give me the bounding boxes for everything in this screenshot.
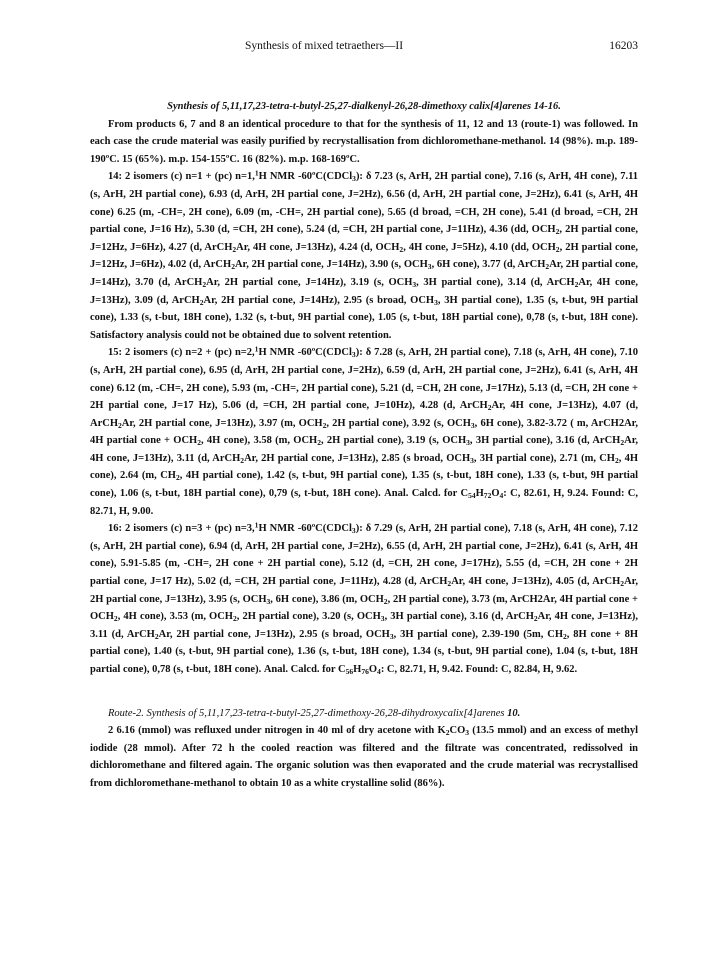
paragraph-compound-14: 14: 2 isomers (c) n=1 + (pc) n=1,$^1$H NMR -60ºC(CDCl$_3$): δ 7.23 (s, ArH, 2H partial cone), 7.16 (s, ArH, 4H cone), 7.11 (s, ArH, 2H partial cone), 6.93 (d, ArH, 2H partial cone, J=2Hz), 6.56 (d, ArH, 2H partial cone, J=2Hz), 6.41 (s, ArH, 4H cone) 6.25 (m, -CH=, 2H cone), 6.09 (m, -CH=, 2H partial cone), 5.65 (d broad, =CH, 2H cone), 5.41 (d broad, =CH, 2H partial cone, J=16 Hz), 5.30 (d, =CH, 2H cone), 5.24 (d, =CH, 2H partial cone, J=11Hz), 4.36 (dd, $OCH_2$, 2H partial cone, J=12Hz, J=6Hz), 4.27 (d, ArCH$_2$Ar, 4H cone, J=13Hz), 4.24 (d, $OCH_2$, 4H cone, J=5Hz), 4.10 (dd, $OCH_2$, 2H partial cone, J=12Hz, J=6Hz), 4.02 (d, ArCH$_2$Ar, 2H partial cone, J=14Hz), 3.90 (s, $OCH_3$, 6H cone), 3.77 (d, ArCH$_2$Ar, 2H partial cone, J=14Hz), 3.70 (d, ArCH$_2$Ar, 2H partial cone, J=14Hz), 3.19 (s, $OCH_3$, 3H partial cone), 3.14 (d, ArCH$_2$Ar, 4H cone, J=13Hz), 3.09 (d, ArCH$_2$Ar, 2H partial cone, J=14Hz), 2.95 (s broad, $OCH_3$, 3H partial cone), 1.35 (s, t-but, 9H partial cone), 1.33 (s, t-but, 18H cone), 1.32 (s, t-but, 9H partial cone), 1.05 (s, t-but, 18H partial cone), 0,78 (s, t-but, 18H cone). Satisfactory analysis could not be obtained due to solvent retention.	[90, 168, 639, 341]
paragraph-route2: 2 6.16 (mmol) was refluxed under nitrogen in 40 ml of dry acetone with $K_2CO_3$ (13.5 mmol) and an excess of methyl iodide (28 mmol). After 72 h the cooled reaction was filtered and the filtrate was concentrated, redissolved in dichloromethane and filtered again. The organic solution was then evaporated and the crude material was recrystallised from dichloromethane-methanol to obtain 10 as a white crystalline solid (86%).	[90, 725, 638, 789]
paragraph-compound-15: 15: 2 isomers (c) n=2 + (pc) n=2,$^1$H NMR -60ºC(CDCl$_3$): δ 7.28 (s, ArH, 2H partial cone), 7.18 (s, ArH, 4H cone), 7.10 (s, ArH, 2H partial cone), 6.95 (d, ArH, 2H partial cone, J=2Hz), 6.59 (d, ArH, 2H partial cone, J=2Hz), 6.41 (s, ArH, 4H cone) 6.12 (m, -CH=, 2H cone), 5.93 (m, -CH=, 2H partial cone), 5.21 (d, =CH, 2H cone, J=17Hz), 5.13 (d, =CH, 2H cone + 2H partial cone, J=17 Hz), 5.06 (d, =CH, 2H partial cone, J=10Hz), 4.28 (d, ArCH$_2$Ar, 4H cone, J=13Hz), 4.07 (d, ArCH$_2$Ar, 2H partial cone, J=13Hz), 3.97 (m, $OCH_2$, 2H partial cone), 3.92 (s, $OCH_3$, 6H cone), 3.82-3.72 ( m, ArCH2Ar, 4H partial cone + $OCH_2$, 4H cone), 3.58 (m, $OCH_2$, 2H partial cone), 3.19 (s, $OCH_3$, 3H partial cone), 3.16 (d, ArCH$_2$Ar, 4H cone, J=13Hz), 3.11 (d, ArCH$_2$Ar, 2H partial cone, J=13Hz), 2.85 (s broad, $OCH_3$, 3H partial cone), 2.71 (m, $CH_2$, 4H cone), 2.64 (m, $CH_2$, 4H partial cone), 1.42 (s, t-but, 9H partial cone), 1.35 (s, t-but, 18H cone), 1.33 (s, t-but, 9H partial cone), 1.06 (s, t-but, 18H partial cone), 0,79 (s, t-but, 18H cone). Anal. Calcd. for $C_{54}H_{72}O_4$: C, 82.61, H, 9.24. Found: C, 82.71, H, 9.00.	[90, 344, 639, 517]
paragraph-compound-16: 16: 2 isomers (c) n=3 + (pc) n=3,$^1$H NMR -60ºC(CDCl$_3$): δ 7.29 (s, ArH, 2H partial cone), 7.18 (s, ArH, 4H cone), 7.12 (s, ArH, 2H partial cone), 6.94 (d, ArH, 2H partial cone, J=2Hz), 6.55 (d, ArH, 2H partial cone, J=2Hz), 6.41 (s, ArH, 4H cone), 5.91-5.85 (m, -CH=, 2H cone + 2H partial cone), 5.12 (d, =CH, 2H cone, J=17Hz), 5.55 (d, =CH, 2H cone + 2H partial cone, J=17 Hz), 5.02 (d, =CH, 2H partial cone, J=11Hz), 4.28 (d, ArCH$_2$Ar, 4H cone, J=13Hz), 4.05 (d, ArCH$_2$Ar, 2H partial cone, J=13Hz), 3.95 (s, $OCH_3$, 6H cone), 3.86 (m, $OCH_2$, 2H partial cone), 3.73 (m, ArCH2Ar, 4H partial cone + $OCH_2$, 4H cone), 3.53 (m, $OCH_2$, 2H partial cone), 3.20 (s, $OCH_3$, 3H partial cone), 3.16 (d, ArCH$_2$Ar, 4H cone, J=13Hz), 3.11 (d, ArCH$_2$Ar, 2H partial cone, J=13Hz), 2.95 (s broad, $OCH_3$, 3H partial cone), 2.39-190 (5m, $CH_2$, 8H cone + 8H partial cone), 1.40 (s, t-but, 9H partial cone), 1.36 (s, t-but, 18H cone), 1.34 (s, t-but, 9H partial cone), 1.04 (s, t-but, 18H partial cone), 0,78 (s, t-but, 18H cone). Anal. Calcd. for $C_{56}H_{76}O_4$: C, 82.71, H, 9.42. Found: C, 82.84, H, 9.62.	[90, 520, 639, 676]
running-title: Synthesis of mixed tetraethers—II	[245, 40, 404, 52]
section-heading: Synthesis of 5,11,17,23-tetra-t-butyl-25,27-dialkenyl-26,28-dimethoxy calix[4]arenes 14-16.	[167, 101, 561, 112]
route2-heading: Route-2. Synthesis of 5,11,17,23-tetra-t-butyl-25,27-dimethoxy-26,28-dihydroxycalix[4]arenes 10.	[108, 707, 521, 719]
article-body	[90, 98, 638, 793]
page-header	[0, 40, 720, 60]
paragraph-procedure: From products 6, 7 and 8 an identical procedure to that for the synthesis of 11, 12 and 13 (route-1) was followed. In each case the crude material was easily purified by recrystallisation from dichloromethane-methanol. 14 (98%). m.p. 189-190ºC. 15 (65%). m.p. 154-155ºC. 16 (82%). m.p. 168-169ºC.	[90, 118, 638, 165]
page-number: 16203	[609, 40, 638, 52]
